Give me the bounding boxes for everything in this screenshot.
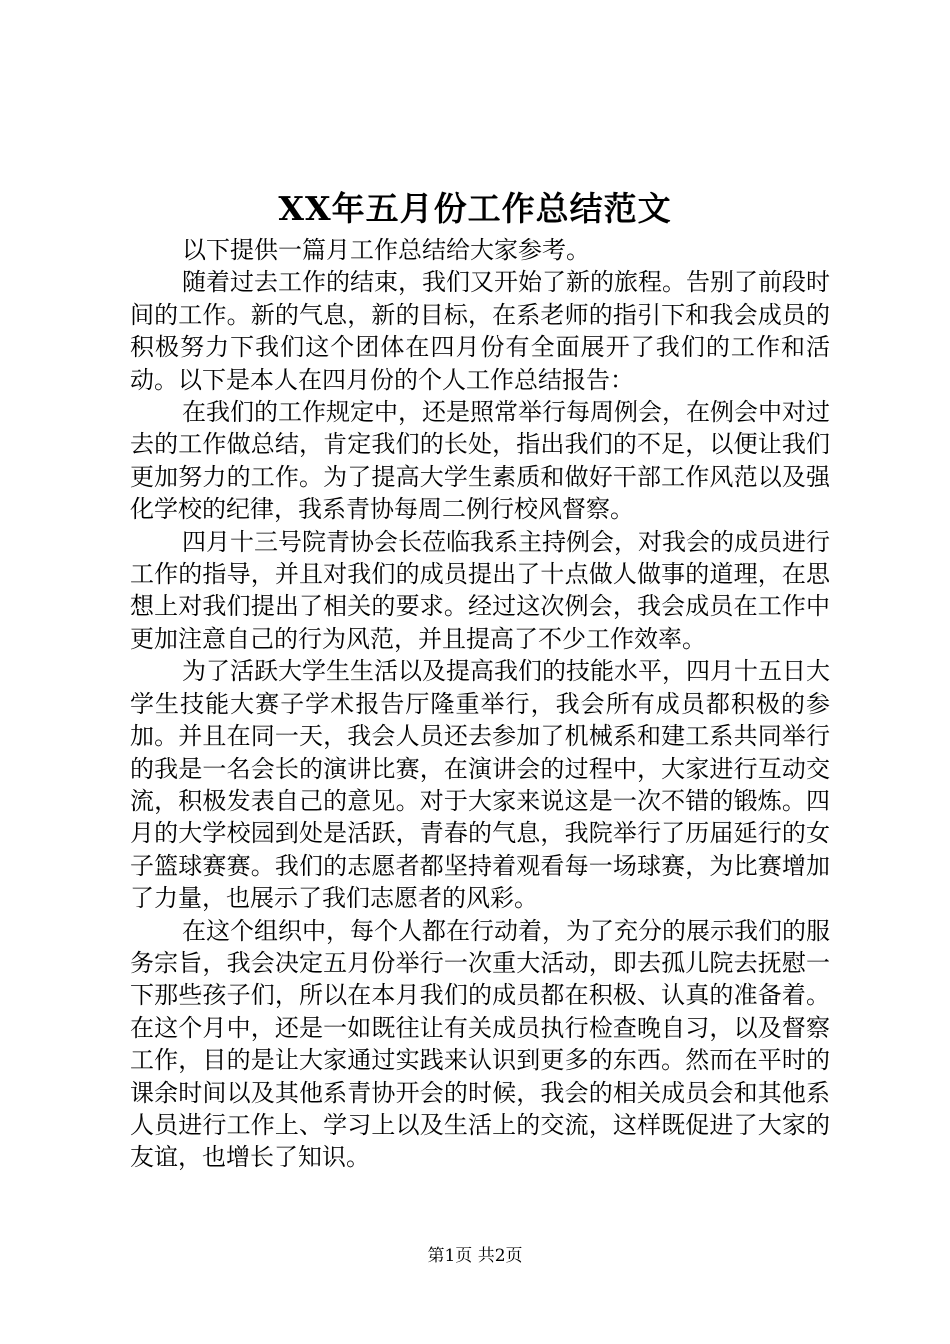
paragraph-intro: 以下提供一篇月工作总结给大家参考。 [182,236,590,264]
paragraph: 四月十三号院青协会长莅临我系主持例会，对我会的成员进行工作的指导，并且对我们的成员提出了十点做人做事的道理，在思想上对我们提出了相关的要求。经过这次例会，我会成员在工作中更加注意自己的行为风范，并且提高了不少工作效率。 [130,527,830,653]
document-title: XX年五月份工作总结范文 [278,189,672,228]
paragraph: 在这个组织中，每个人都在行动着，为了充分的展示我们的服务宗旨，我会决定五月份举行一次重大活动，即去孤儿院去抚慰一下那些孩子们，所以在本月我们的成员都在积极、认真的准备着。在这个月中，还是一如既往让有关成员执行检查晚自习，以及督察工作，目的是让大家通过实践来认识到更多的东西。然而在平时的课余时间以及其他系青协开会的时候，我会的相关成员会和其他系人员进行工作上、学习上以及生活上的交流，这样既促进了大家的友谊，也增长了知识。 [130,916,830,1172]
paragraph: 在我们的工作规定中，还是照常举行每周例会，在例会中对过去的工作做总结，肯定我们的长处，指出我们的不足，以便让我们更加努力的工作。为了提高大学生素质和做好干部工作风范以及强化学校的纪律，我系青协每周二例行校风督察。 [130,398,830,524]
paragraph: 为了活跃大学生生活以及提高我们的技能水平，四月十五日大学生技能大赛子学术报告厅隆重举行，我会所有成员都积极的参加。并且在同一天，我会人员还去参加了机械系和建工系共同举行的我是一名会长的演讲比赛，在演讲会的过程中，大家进行互动交流，积极发表自己的意见。对于大家来说这是一次不错的锻炼。四月的大学校园到处是活跃，青春的气息，我院举行了历届延行的女子篮球赛赛。我们的志愿者都坚持着观看每一场球赛，为比赛增加了力量，也展示了我们志愿者的风彩。 [130,657,830,913]
paragraph: 随着过去工作的结束，我们又开始了新的旅程。告别了前段时间的工作。新的气息，新的目标，在系老师的指引下和我会成员的积极努力下我们这个团体在四月份有全面展开了我们的工作和活动。以下是本人在四月份的个人工作总结报告： [130,268,830,394]
document-body [130,234,830,1174]
page-footer: 第1页 共2页 [427,1246,523,1266]
